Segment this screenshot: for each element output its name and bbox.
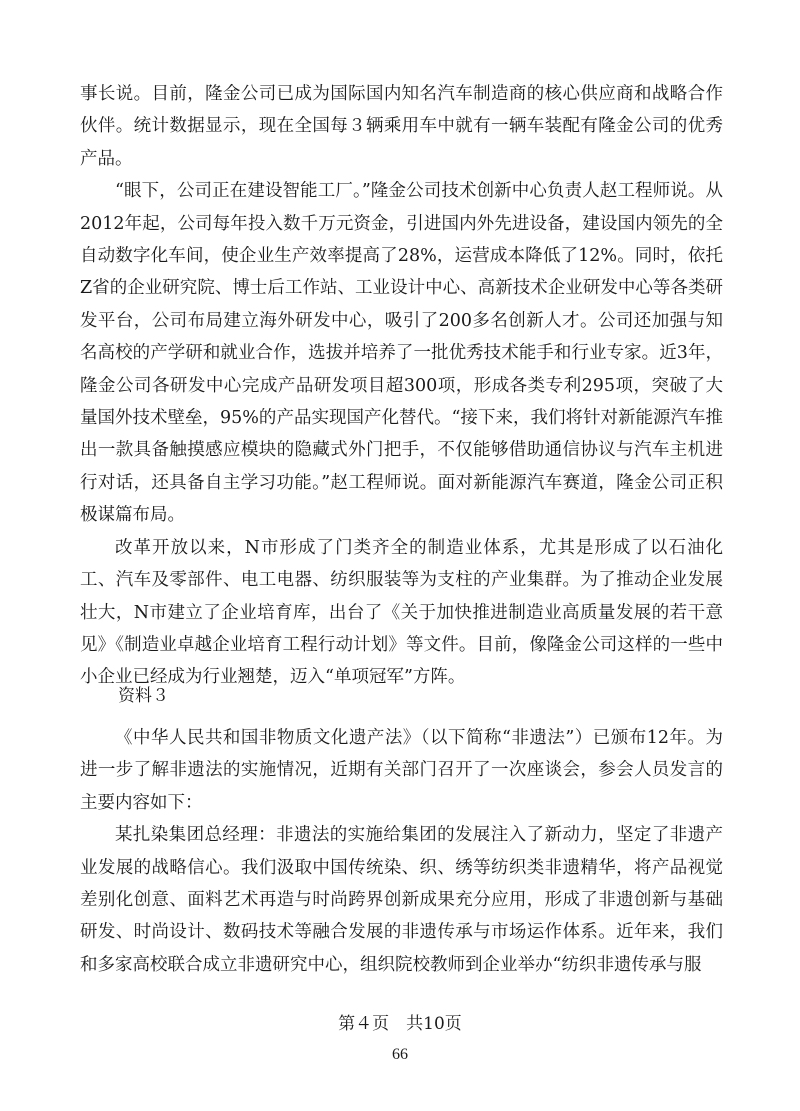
section-heading: 资料３ [118,686,169,706]
paragraph-reform: 改革开放以来，N市形成了门类齐全的制造业体系，尤其是形成了以石油化工、汽车及零部件、电工电器、纺织服装等为支柱的产业集群。为了推动企业发展壮大，N市建立了企业培育库，出台了《关于加快推进制造业高质量发展的若干意见》《制造业卓越企业培育工程行动计划》等文件。目前，像隆金公司这样的一些中小企业已经成为行业翘楚，迈入“单项冠军”方阵。 [80,537,723,688]
page-indicator: 第４页 共10页 [338,1014,462,1034]
page-number: 66 [392,1046,408,1063]
paragraph-smart-factory: “眼下，公司正在建设智能工厂。”隆金公司技术创新中心负责人赵工程师说。从2012年起，公司每年投入数千万元资金，引进国内外先进设备，建设国内领先的全自动数字化车间，使企业生产效率提高了28%，运营成本降低了12%。同时，依托Z省的企业研究院、博士后工作站、工业设计中心、高新技术企业研发中心等各类研发平台，公司布局建立海外研发中心，吸引了200多名创新人才。公司还加强与知名高校的产学研和就业合作，选拔并培养了一批优秀技术能手和行业专家。近3年，隆金公司各研发中心完成产品研发项目超300项，形成各类专利295项，突破了大量国外技术壁垒，95%的产品实现国产化替代。“接下来，我们将针对新能源汽车推出一款具备触摸感应模块的隐藏式外门把手，不仅能够借助通信协议与汽车主机进行对话，还具备自主学习功能。”赵工程师说。面对新能源汽车赛道，隆金公司正积极谋篇布局。 [80,181,723,526]
body-text-lower [80,722,723,981]
paragraph-continuation: 事长说。目前，隆金公司已成为国际国内知名汽车制造商的核心供应商和战略合作伙伴。统计数据显示，现在全国每３辆乘用车中就有一辆车装配有隆金公司的优秀产品。 [80,84,723,169]
paragraph-speaker: 某扎染集团总经理：非遗法的实施给集团的发展注入了新动力，坚定了非遗产业发展的战略信心。我们汲取中国传统染、织、绣等纺织类非遗精华，将产品视觉差别化创意、面料艺术再造与时尚跨界创新成果充分应用，形成了非遗创新与基础研发、时尚设计、数码技术等融合发展的非遗传承与市场运作体系。近年来，我们和多家高校联合成立非遗研究中心，组织院校教师到企业举办“纺织非遗传承与服 [80,825,723,975]
body-text-upper [80,78,723,694]
paragraph-law-intro: 《中华人民共和国非物质文化遗产法》（以下简称“非遗法”）已颁布12年。为进一步了解非遗法的实施情况，近期有关部门召开了一次座谈会，参会人员发言的主要内容如下： [80,728,723,813]
